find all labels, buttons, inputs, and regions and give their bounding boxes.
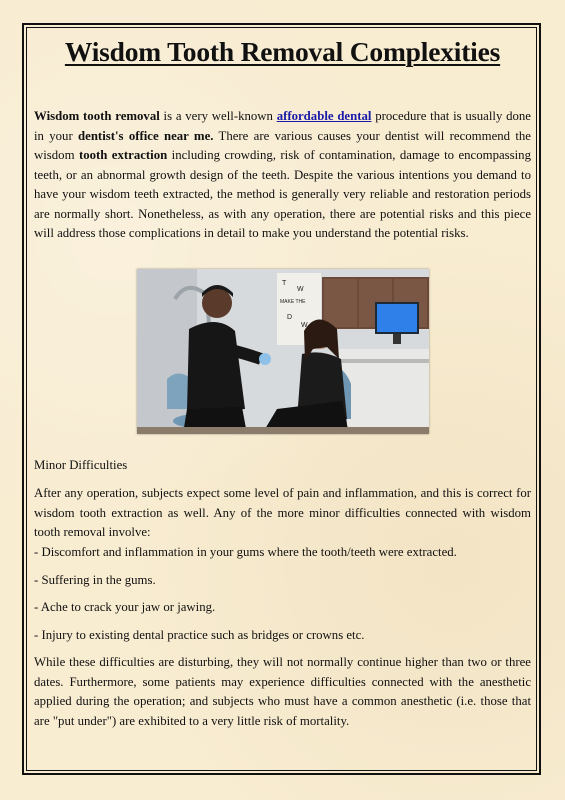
svg-text:D: D xyxy=(287,314,293,321)
list-item: - Ache to crack your jaw or jawing. xyxy=(34,600,216,614)
intro-text-3: There are various causes your dentist will recommend the wisdom xyxy=(34,128,531,162)
intro-paragraph xyxy=(34,107,531,244)
intro-text-1: is a very well-known xyxy=(159,109,277,123)
list-item: - Discomfort and inflammation in your gums where the tooth/teeth were extracted. xyxy=(34,545,457,559)
intro-bold-wisdom-tooth-removal: Wisdom tooth removal xyxy=(34,109,160,123)
closing-paragraph: While these difficulties are disturbing, they will not normally continue higher than two or three dates. Furthermore, some patients may experience difficulties connected with the anesthetic applied during the operation; and subjects who must have a common anesthetic (i.e. those that are "put under") are exhibited to a very little risk of mortality. xyxy=(34,655,531,728)
page-title: Wisdom Tooth Removal Complexities xyxy=(64,36,501,67)
svg-text:W: W xyxy=(301,322,308,329)
dental-office-photo xyxy=(137,269,429,434)
affordable-dental-link[interactable]: affordable dental xyxy=(276,109,372,123)
list-item: - Suffering in the gums. xyxy=(34,573,156,587)
svg-text:MAKE THE: MAKE THE xyxy=(280,299,306,305)
minor-difficulties-paragraph: After any operation, subjects expect some level of pain and inflammation, and this is correct for wisdom tooth extraction as well. Any of the more minor difficulties connected with wisdom tooth removal involve: xyxy=(34,486,531,539)
minor-difficulties-heading: Minor Difficulties xyxy=(34,458,128,472)
intro-text-2: procedure that is usually done in your xyxy=(34,109,531,143)
svg-text:T: T xyxy=(282,280,287,287)
list-item: - Injury to existing dental practice such as bridges or crowns etc. xyxy=(34,628,365,642)
intro-bold-tooth-extraction: tooth extraction xyxy=(78,148,168,162)
intro-bold-dentist-office: dentist's office near me. xyxy=(78,128,214,143)
svg-text:W: W xyxy=(297,286,304,293)
intro-text-4: including crowding, risk of contamination, damage to encompassing teeth, or an abnormal growth design of the teeth. Despite the various intentions you demand to have your wisdom teeth extracted, the method is generally very reliable and restoration periods are normally short. Nonetheless, as with any operation, there are potential risks and this piece will address those complications in detail to make you understand the potential risks. xyxy=(34,148,531,240)
